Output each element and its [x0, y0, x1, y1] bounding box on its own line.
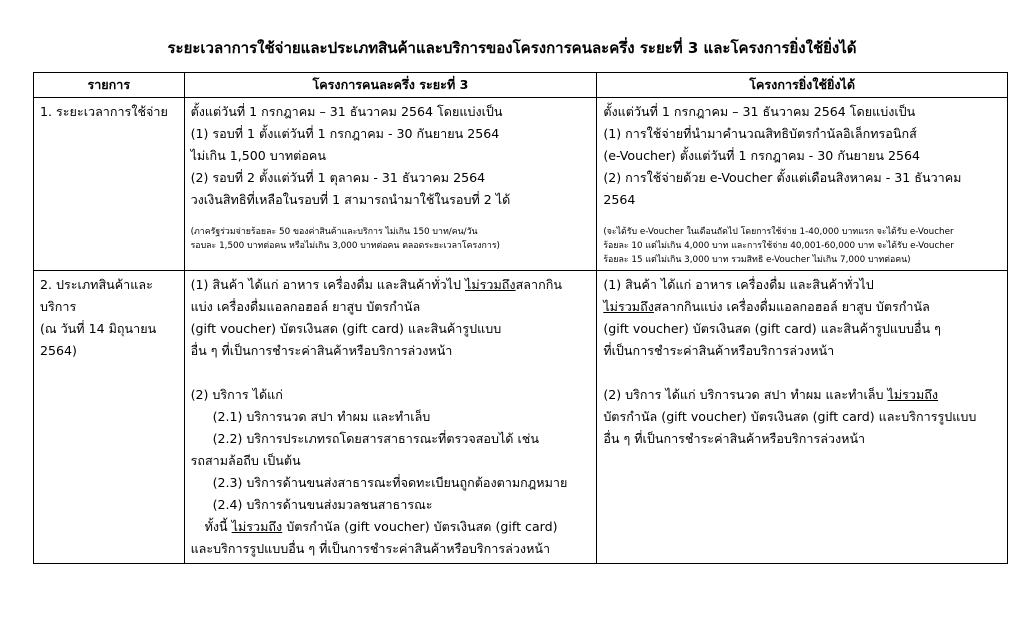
text-line: (gift voucher) บัตรเงินสด (gift card) และสินค้ารูปแบบ: [190, 321, 502, 336]
text-span: สลากกิน: [515, 277, 562, 292]
text-line: [191, 274, 591, 296]
label-line: 2564): [40, 343, 77, 358]
footnote-line: ร้อยละ 15 แต่ไม่เกิน 3,000 บาท รวมสิทธิ e-Voucher ไม่เกิน 7,000 บาทต่อคน): [603, 255, 911, 265]
row-label-spending-period: 1. ระยะเวลาการใช้จ่าย: [34, 98, 185, 271]
footnote: [191, 225, 591, 253]
header-half-half-phase3: โครงการคนละครึ่ง ระยะที่ 3: [184, 73, 597, 98]
text-span: สลากกินแบ่ง เครื่องดื่มแอลกอฮอล์ ยาสูบ บัตรกำนัล: [653, 299, 930, 314]
underlined-exclusion: ไม่รวมถึง: [603, 299, 654, 314]
table-header-row: [34, 73, 1008, 98]
label-line: บริการ: [40, 299, 77, 314]
text-line: (1) รอบที่ 1 ตั้งแต่วันที่ 1 กรกฎาคม - 30 กันยายน 2564: [190, 126, 500, 141]
text-line: (2.4) บริการด้านขนส่งมวลชนสาธารณะ: [212, 497, 433, 512]
text-line: รถสามล้อถีบ เป็นต้น: [190, 453, 301, 468]
text-line: บัตรกำนัล (gift voucher) บัตรเงินสด (gift card) และบริการรูปแบบ: [603, 409, 977, 424]
text-line: (gift voucher) บัตรเงินสด (gift card) และสินค้ารูปแบบอื่น ๆ: [603, 321, 941, 336]
underlined-exclusion: ไม่รวมถึง: [231, 519, 283, 534]
row-label-goods-services: [34, 271, 185, 564]
cell-spend-more-period: [597, 98, 1008, 271]
cell-half-half-period: [184, 98, 597, 271]
text-line: และบริการรูปแบบอื่น ๆ ที่เป็นการชำระค่าสินค้าหรือบริการล่วงหน้า: [190, 541, 551, 556]
comparison-table: [33, 72, 1008, 564]
text-line: ตั้งแต่วันที่ 1 กรกฎาคม – 31 ธันวาคม 2564 โดยแบ่งเป็น: [603, 104, 916, 119]
text-line: (2.1) บริการนวด สปา ทำผม และทำเล็บ: [212, 409, 431, 424]
text-line: [191, 516, 591, 538]
document-title: ระยะเวลาการใช้จ่ายและประเภทสินค้าและบริการของโครงการคนละครึ่ง ระยะที่ 3 และโครงการยิ่งใช้ยิ่งได้: [167, 39, 857, 57]
footnote-line: (จะได้รับ e-Voucher ในเดือนถัดไป โดยการใช้จ่าย 1-40,000 บาทแรก จะได้รับ e-Voucher: [603, 227, 954, 237]
text-line: (1) สินค้า ได้แก่ อาหาร เครื่องดื่ม และสินค้าทั่วไป: [603, 277, 874, 292]
underlined-exclusion: ไม่รวมถึง: [465, 277, 516, 292]
text-line: อื่น ๆ ที่เป็นการชำระค่าสินค้าหรือบริการล่วงหน้า: [603, 431, 866, 446]
text-line: (2) รอบที่ 2 ตั้งแต่วันที่ 1 ตุลาคม - 31 ธันวาคม 2564: [190, 170, 486, 185]
text-line: [603, 384, 1001, 406]
header-item: รายการ: [34, 73, 185, 98]
cell-half-half-goods: [184, 271, 597, 564]
label-line: 2. ประเภทสินค้าและ: [40, 277, 153, 292]
text-span: บัตรกำนัล (gift voucher) บัตรเงินสด (gift card): [282, 519, 558, 534]
underlined-exclusion: ไม่รวมถึง: [887, 387, 939, 402]
footnote-line: รอบละ 1,500 บาทต่อคน หรือไม่เกิน 3,000 บาทต่อคน ตลอดระยะเวลาโครงการ): [190, 241, 500, 251]
text-line: อื่น ๆ ที่เป็นการชำระค่าสินค้าหรือบริการล่วงหน้า: [190, 343, 453, 358]
text-line: (2) บริการ ได้แก่: [190, 387, 283, 402]
footnote-line: (ภาครัฐร่วมจ่ายร้อยละ 50 ของค่าสินค้าและบริการ ไม่เกิน 150 บาท/คน/วัน: [190, 227, 478, 237]
text-line: วงเงินสิทธิที่เหลือในรอบที่ 1 สามารถนำมาใช้ในรอบที่ 2 ได้: [190, 192, 511, 207]
table-row-goods-services: [34, 271, 1008, 564]
table-row-spending-period: [34, 98, 1008, 271]
text-line: (e-Voucher) ตั้งแต่วันที่ 1 กรกฎาคม - 30 กันยายน 2564: [603, 148, 921, 163]
text-line: (2.3) บริการด้านขนส่งสาธารณะที่จดทะเบียนถูกต้องตามกฎหมาย: [212, 475, 568, 490]
text-span: ทั้งนี้: [204, 519, 232, 534]
label-line: (ณ วันที่ 14 มิถุนายน: [40, 321, 157, 336]
text-line: (2) การใช้จ่ายด้วย e-Voucher ตั้งแต่เดือนสิงหาคม - 31 ธันวาคม: [603, 170, 962, 185]
text-line: ไม่เกิน 1,500 บาทต่อคน: [190, 148, 326, 163]
text-line: ที่เป็นการชำระค่าสินค้าหรือบริการล่วงหน้า: [603, 343, 835, 358]
text-span: (2) บริการ ได้แก่ บริการนวด สปา ทำผม และทำเล็บ: [603, 387, 888, 402]
text-line: แบ่ง เครื่องดื่มแอลกอฮอล์ ยาสูบ บัตรกำนัล: [190, 299, 421, 314]
text-line: ตั้งแต่วันที่ 1 กรกฎาคม – 31 ธันวาคม 2564 โดยแบ่งเป็น: [190, 104, 503, 119]
text-line: (1) การใช้จ่ายที่นำมาคำนวณสิทธิบัตรกำนัลอิเล็กทรอนิกส์: [603, 126, 917, 141]
cell-spend-more-goods: [597, 271, 1008, 564]
footnote: [603, 225, 1001, 267]
header-spend-more-get-more: โครงการยิ่งใช้ยิ่งได้: [597, 73, 1008, 98]
text-line: [603, 296, 1001, 318]
text-line: (2.2) บริการประเภทรถโดยสารสาธารณะที่ตรวจสอบได้ เช่น: [212, 431, 539, 446]
footnote-line: ร้อยละ 10 แต่ไม่เกิน 4,000 บาท และการใช้จ่าย 40,001-60,000 บาท จะได้รับ e-Voucher: [603, 241, 954, 251]
text-line: 2564: [603, 192, 636, 207]
text-span: (1) สินค้า ได้แก่ อาหาร เครื่องดื่ม และสินค้าทั่วไป: [190, 277, 466, 292]
